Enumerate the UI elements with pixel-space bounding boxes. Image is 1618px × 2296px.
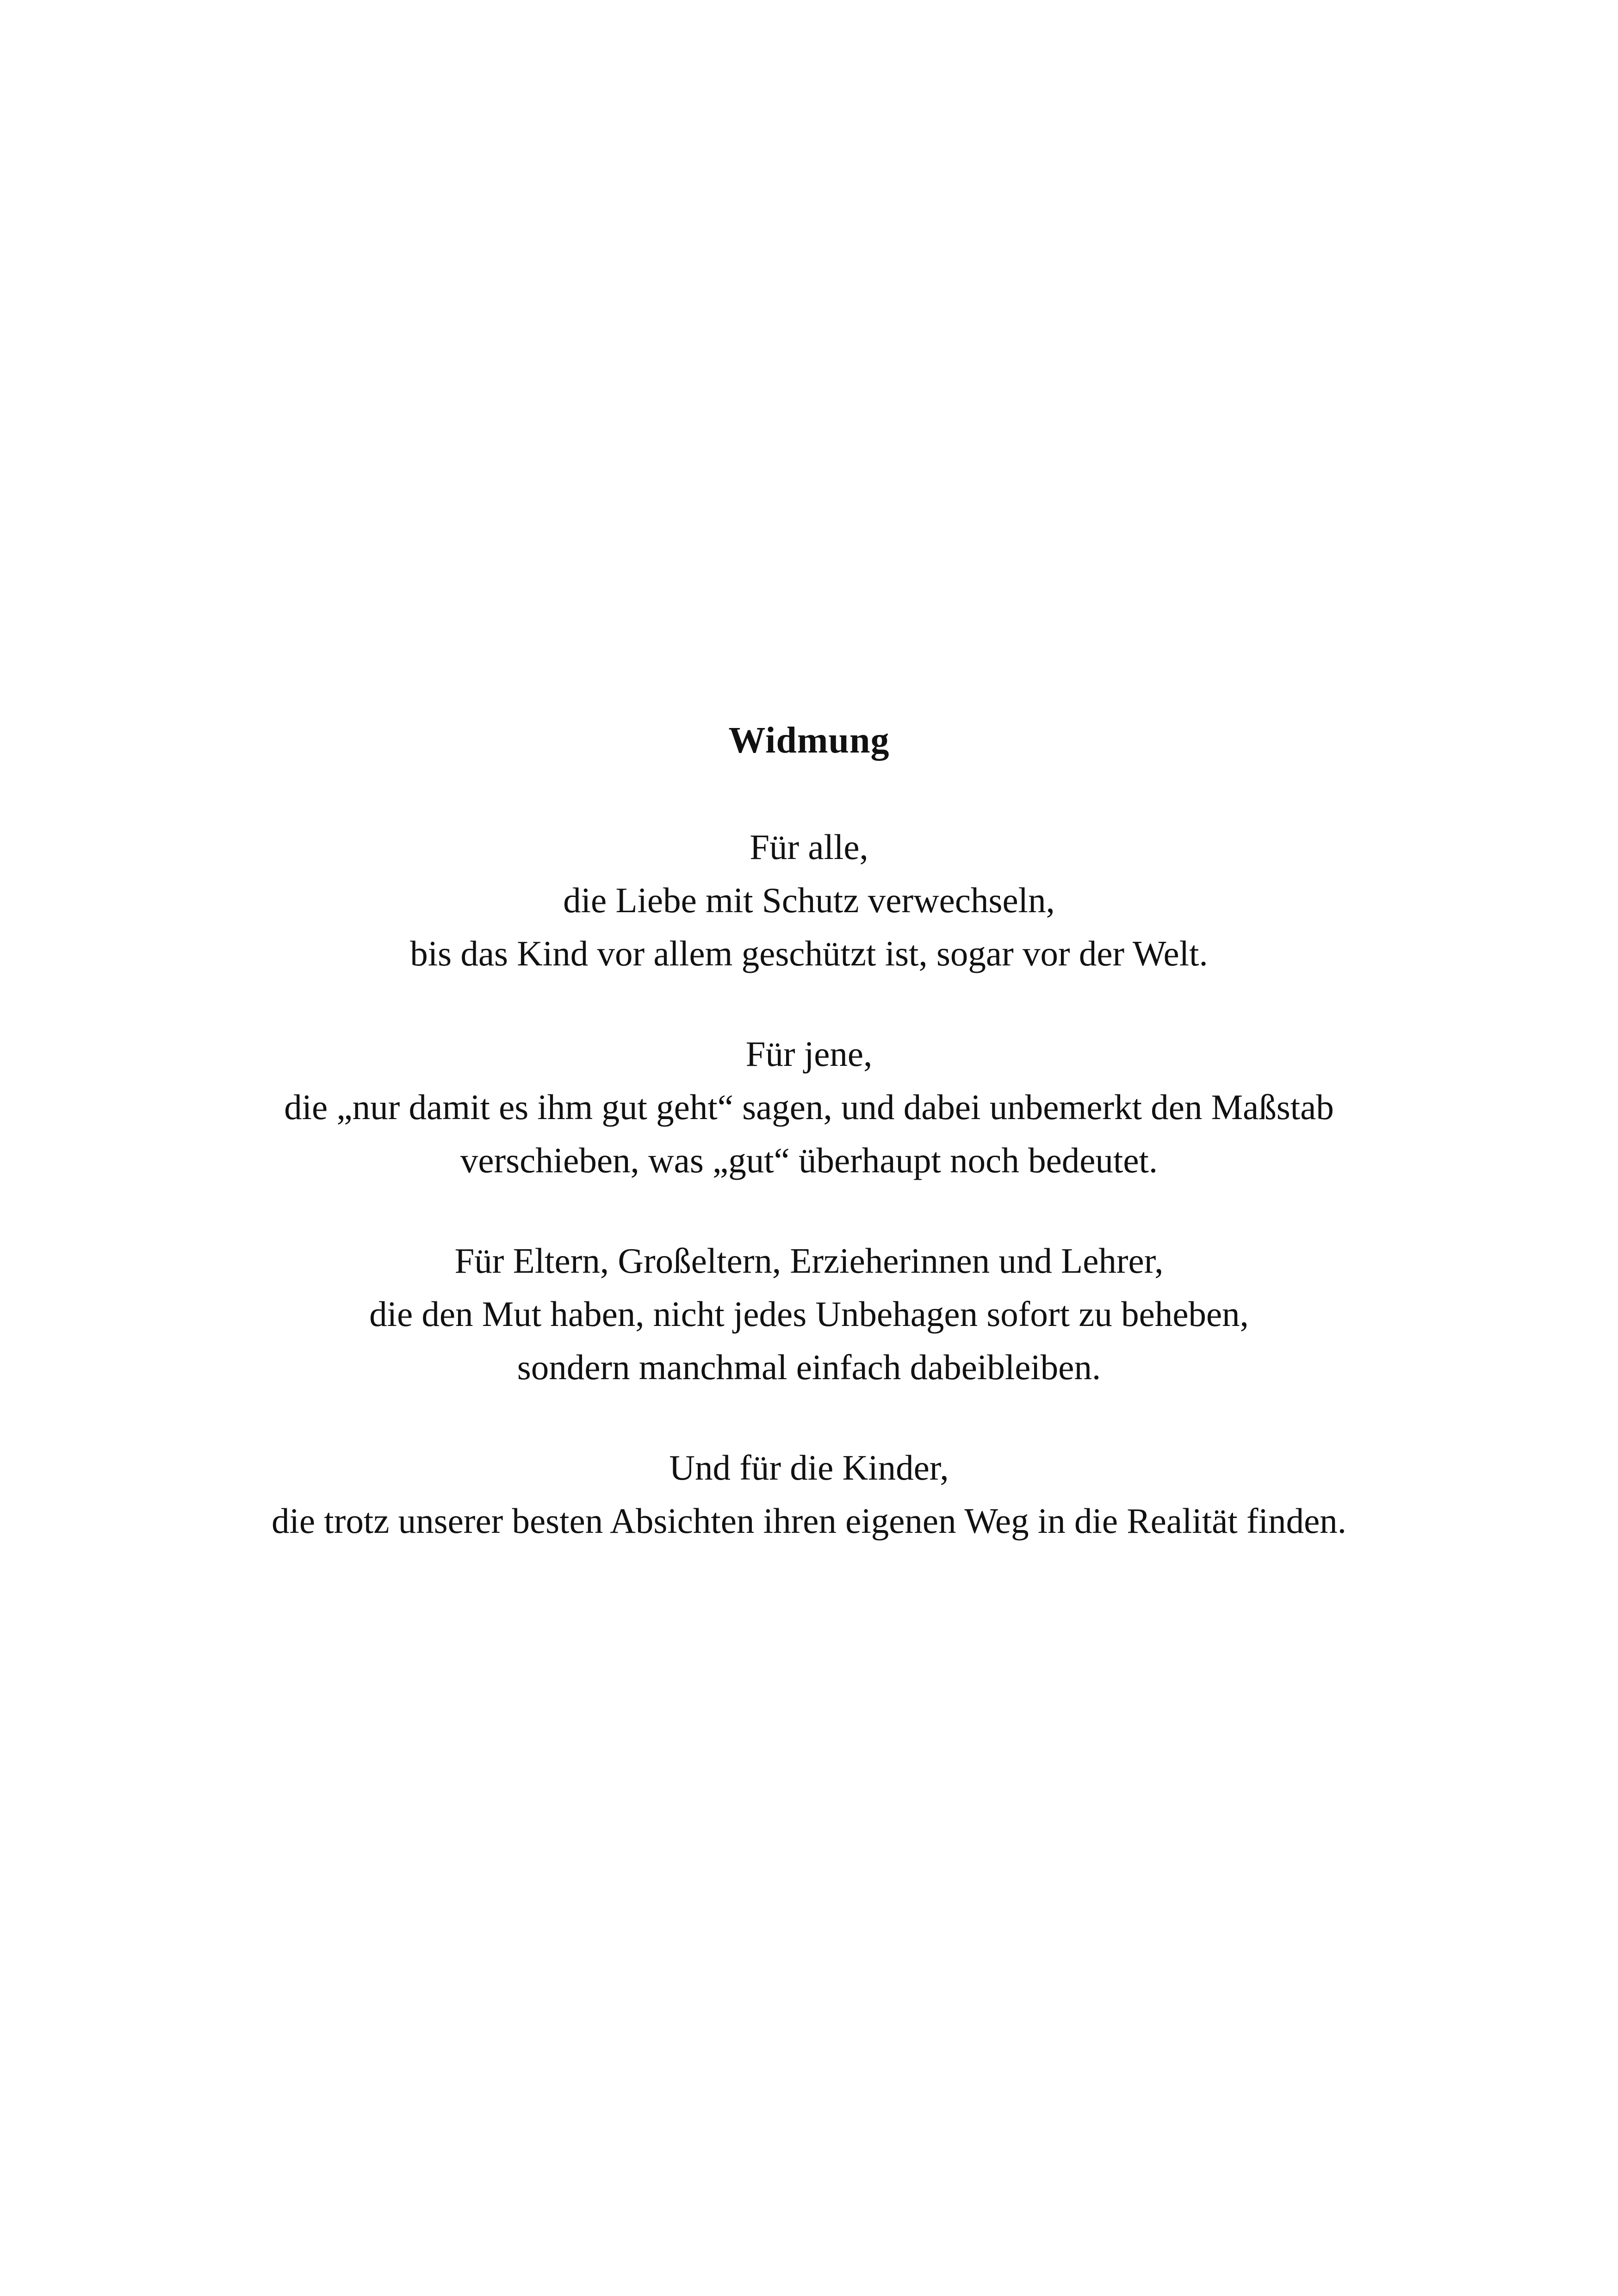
stanza-line: die Liebe mit Schutz verwechseln, [563,880,1055,920]
stanza-line: die trotz unserer besten Absichten ihren eigenen Weg in die Realität finden. [271,1501,1346,1541]
stanza-line: Für Eltern, Großeltern, Erzieherinnen und Lehrer, [454,1241,1164,1281]
stanza-line: die „nur damit es ihm gut geht“ sagen, und dabei unbemerkt den Maßstab [284,1087,1334,1127]
dedication-block [0,715,1618,1548]
stanza-1 [0,821,1618,980]
stanza-line: bis das Kind vor allem geschützt ist, sogar vor der Welt. [410,933,1208,973]
stanza-line: Und für die Kinder, [669,1448,949,1487]
stanza-line: Für alle, [750,827,868,867]
stanza-line: verschieben, was „gut“ überhaupt noch bedeutet. [460,1140,1158,1180]
stanza-2 [0,1027,1618,1187]
stanza-4 [0,1441,1618,1548]
stanza-line: Für jene, [745,1034,873,1074]
stanza-3 [0,1234,1618,1394]
dedication-title: Widmung [728,720,890,761]
stanza-line: die den Mut haben, nicht jedes Unbehagen sofort zu beheben, [369,1294,1249,1334]
stanza-line: sondern manchmal einfach dabeibleiben. [517,1347,1101,1387]
